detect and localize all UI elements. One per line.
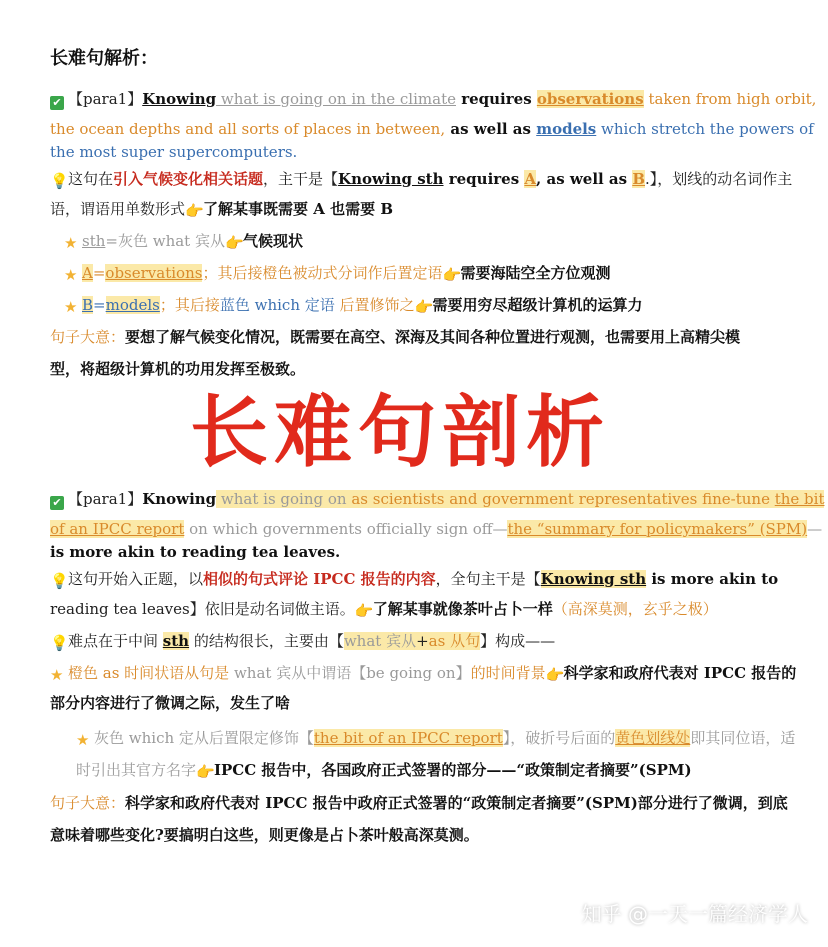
note-knowing: Knowing sth <box>540 570 647 588</box>
note-grey: 即其同位语，适 <box>690 729 796 747</box>
meaning-text: 科学家和政府代表对 IPCC 报告中政府正式签署的“政策制定者摘要”(SPM)部分进行了微调，到底 <box>125 794 788 812</box>
as-clause: as scientists and government representatives fine-tune <box>346 490 775 508</box>
B-desc-blue: 蓝色 which 定语 <box>219 296 335 314</box>
star-icon: ★ <box>50 666 64 684</box>
as-well-as: as well as <box>445 120 537 138</box>
sth-result: 气候现状 <box>242 232 303 250</box>
note-text: ，主干是【 <box>263 170 339 188</box>
page-heading: 长难句解析： <box>50 48 158 69</box>
s2-sentence-line3: is more akin to reading tea leaves. <box>50 543 341 561</box>
note-text: 】构成—— <box>480 632 556 650</box>
what-clause: what is going on <box>216 490 347 508</box>
s1-sth-line <box>64 230 303 252</box>
s1-sentence-line3: the most super supercomputers. <box>50 143 298 161</box>
star-icon: ★ <box>64 266 78 284</box>
s1-sentence-line2 <box>50 118 814 140</box>
note-text: ，全句主干是【 <box>435 570 541 588</box>
note-text: 语，谓语用单数形式 <box>50 200 186 218</box>
para-tag: 【para1】 <box>68 90 143 108</box>
pointing-hand-icon: 👉 <box>196 763 215 781</box>
s2-note4-line2 <box>76 759 692 781</box>
B-desc: 后置修饰之 <box>334 296 415 314</box>
note-grey: what 宾从 <box>343 632 417 650</box>
note-text: 这句在 <box>68 170 114 188</box>
big-title: 长难句剖析 <box>189 388 610 478</box>
s2-note2 <box>50 630 555 652</box>
note-orange: 的时间背景 <box>470 664 546 682</box>
watermark: 知乎 @一天一篇经济学人 <box>581 902 808 926</box>
s1-note1 <box>50 168 792 190</box>
pointing-hand-icon: 👉 <box>354 602 374 620</box>
light-bulb-icon: 💡 <box>50 572 69 590</box>
para-tag: 【para1】 <box>68 490 143 508</box>
pointing-hand-icon: 👉 <box>545 666 565 684</box>
s1-A-line <box>64 262 610 284</box>
note-text: 的结构很长，主要由【 <box>189 632 344 650</box>
meaning-label: 句子大意： <box>50 794 126 812</box>
note-A: A <box>524 170 537 188</box>
note-result: IPCC 报告中，各国政府正式签署的部分——“政策制定者摘要”(SPM) <box>214 761 692 779</box>
s2-note3 <box>50 662 796 684</box>
A-label: A <box>82 264 93 282</box>
B-label: B <box>82 296 94 314</box>
meaning-text: 要想了解气候变化情况，既需要在高空、深海及其间各种位置进行观测，也需要用上高精尖模 <box>125 328 741 346</box>
check-mark-icon: ✔ <box>50 496 64 510</box>
star-icon: ★ <box>76 731 90 749</box>
note-orange: 橙色 as 时间状语从句是 <box>68 664 230 682</box>
s1-meaning-line2: 型，将超级计算机的功用发挥至极致。 <box>50 360 306 378</box>
pointing-hand-icon: 👉 <box>185 202 204 220</box>
s2-meaning-line2: 意味着哪些变化?要搞明白这些，则更像是占卜茶叶般高深莫测。 <box>50 826 479 844</box>
A-eq: = <box>92 264 106 282</box>
which-clause: on which governments officially sign off— <box>184 520 508 538</box>
s1-note1-line2 <box>50 198 393 220</box>
note-text: is more akin to <box>646 570 779 588</box>
pointing-hand-icon: 👉 <box>414 298 434 316</box>
s1-meaning <box>50 326 740 348</box>
summary-appositive: the “summary for policymakers” (SPM) <box>507 520 808 538</box>
note-text: reading tea leaves】依旧是动名词做主语。 <box>50 600 355 618</box>
note-result: 了解某事既需要 A 也需要 B <box>203 200 393 218</box>
note-requires: requires <box>443 170 525 188</box>
note-aside: （高深莫测，玄乎之极） <box>552 600 718 618</box>
note-text: .】，划线的动名词作主 <box>645 170 793 188</box>
A-desc: ；其后接橙色被动式分词作后置定语 <box>202 264 443 282</box>
check-mark-icon: ✔ <box>50 96 64 110</box>
sth-desc: =灰色 what 宾从 <box>105 232 225 250</box>
meaning-label: 句子大意： <box>50 328 126 346</box>
s2-sentence-line1 <box>50 488 824 510</box>
s2-note3-line2: 部分内容进行了微调之际，发生了啥 <box>50 694 291 712</box>
note-highlight: 引入气候变化相关话题 <box>113 170 264 188</box>
note-highlight: 相似的句式评论 IPCC 报告的内容 <box>203 570 436 588</box>
note-knowing: Knowing sth <box>338 170 444 188</box>
note-orange: as 从句 <box>428 632 481 650</box>
s1-B-line <box>64 294 643 316</box>
s2-note1-line2 <box>50 598 718 620</box>
s1-sentence-line1 <box>50 88 816 110</box>
note-grey: 灰色 which 定从后置限定修饰【 <box>94 729 314 747</box>
note-grey: 时引出其官方名字 <box>76 761 197 779</box>
dash: — <box>807 520 823 538</box>
note-B: B <box>632 170 646 188</box>
B-desc: ；其后接 <box>159 296 220 314</box>
light-bulb-icon: 💡 <box>50 634 69 652</box>
note-result: 了解某事就像茶叶占卜一样 <box>372 600 553 618</box>
note-text: 这句开始入正题，以 <box>68 570 204 588</box>
pointing-hand-icon: 👉 <box>442 266 462 284</box>
observations-word: observations <box>536 90 644 108</box>
models-word: models <box>536 120 597 138</box>
light-bulb-icon: 💡 <box>50 172 69 190</box>
participle-phrase-cont: the ocean depths and all sorts of places in between, <box>50 120 446 138</box>
A-result: 需要海陆空全方位观测 <box>460 264 611 282</box>
note-sth: sth <box>162 632 190 650</box>
note-grey: 】，破折号后面的 <box>502 729 616 747</box>
verb-requires: requires <box>455 90 537 108</box>
subject-gerund: Knowing <box>142 490 217 508</box>
B-models: models <box>105 296 160 314</box>
participle-phrase: taken from high orbit, <box>643 90 817 108</box>
B-result: 需要用穷尽超级计算机的运算力 <box>432 296 643 314</box>
sth-label: sth <box>82 232 106 250</box>
star-icon: ★ <box>64 298 78 316</box>
note-yellow: 黄色划线处 <box>615 729 691 747</box>
s2-note1 <box>50 568 778 590</box>
s2-meaning <box>50 792 788 814</box>
s2-sentence-line2 <box>50 518 822 540</box>
note-as-well-as: , as well as <box>536 170 633 188</box>
which-clause: which stretch the powers of <box>596 120 814 138</box>
note-grey: what 宾从中谓语【be going on】 <box>229 664 471 682</box>
pointing-hand-icon: 👉 <box>224 234 244 252</box>
A-observations: observations <box>105 264 203 282</box>
star-icon: ★ <box>64 234 78 252</box>
note-plus: + <box>416 632 429 650</box>
subject-gerund: Knowing <box>142 90 217 108</box>
s2-note4 <box>76 727 795 749</box>
the-bit: the bit <box>774 490 825 508</box>
what-clause: what is going on in the climate <box>216 90 456 108</box>
B-eq: = <box>93 296 106 314</box>
the-bit-cont: of an IPCC report <box>50 520 185 538</box>
note-the-bit: the bit of an IPCC report <box>313 729 503 747</box>
note-text: 难点在于中间 <box>68 632 163 650</box>
note-result: 科学家和政府代表对 IPCC 报告的 <box>563 664 797 682</box>
